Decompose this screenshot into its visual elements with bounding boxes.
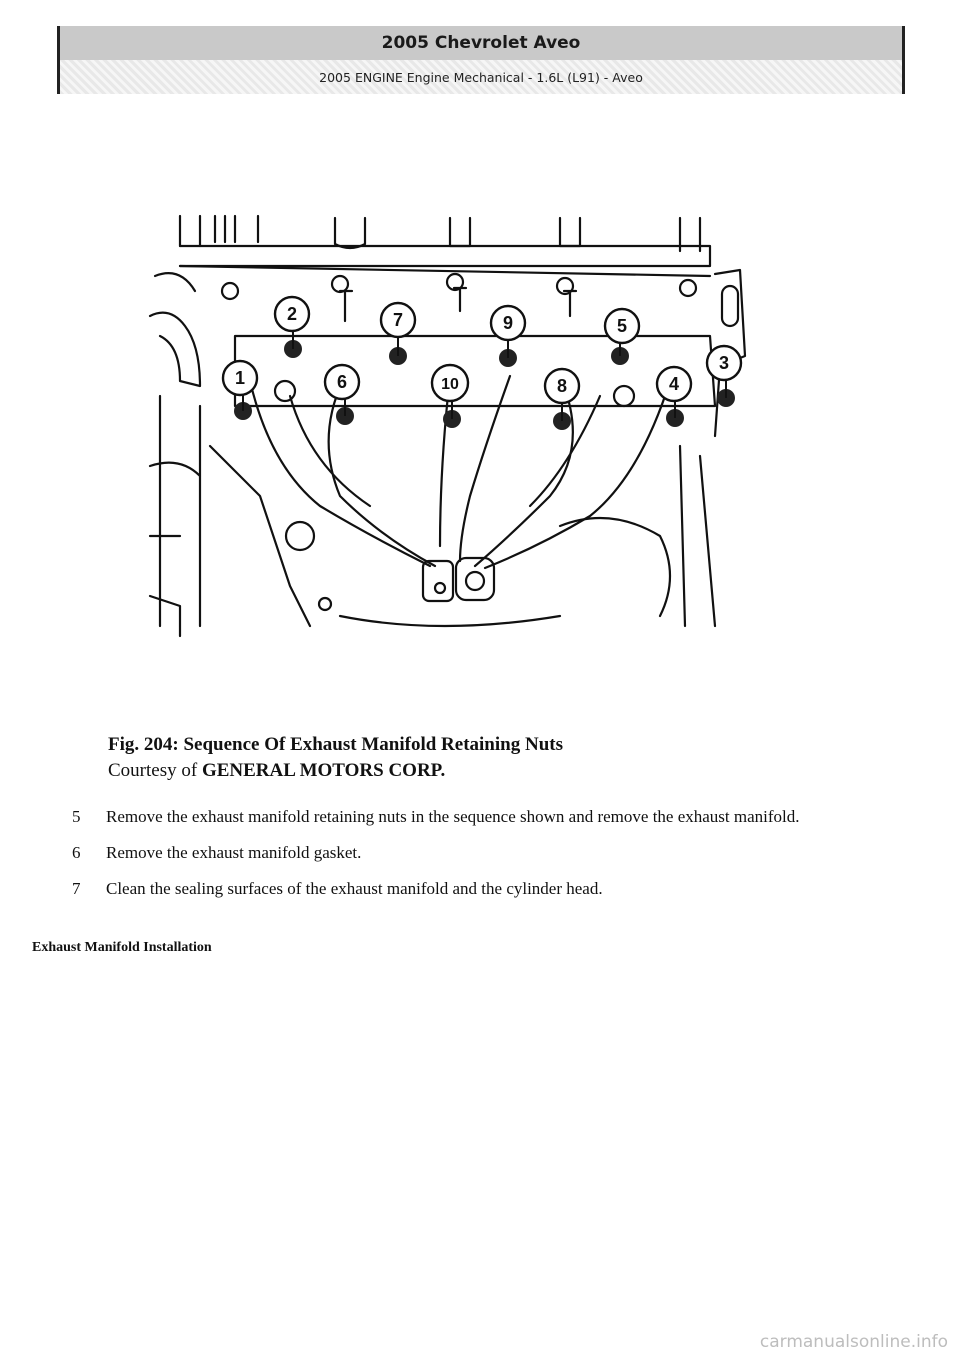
procedure-steps — [72, 805, 882, 913]
page-header — [57, 26, 905, 94]
list-item — [72, 805, 882, 829]
callout-label-5: 5 — [616, 316, 628, 336]
list-item — [72, 841, 882, 865]
step-text: Remove the exhaust manifold gasket. — [106, 843, 362, 862]
document-title: 2005 Chevrolet Aveo — [60, 26, 902, 60]
step-number: 7 — [72, 879, 81, 898]
callout-label-3: 3 — [718, 353, 730, 373]
callout-label-4: 4 — [668, 374, 680, 394]
callout-label-7: 7 — [392, 310, 404, 330]
exhaust-manifold-diagram — [140, 206, 730, 646]
figure-caption-title: Fig. 204: Sequence Of Exhaust Manifold Retaining Nuts — [108, 734, 563, 755]
document-subtitle: 2005 ENGINE Engine Mechanical - 1.6L (L91) - Aveo — [60, 60, 902, 94]
callout-label-9: 9 — [502, 313, 514, 333]
watermark: carmanualsonline.info — [759, 1332, 948, 1352]
list-item — [72, 877, 882, 901]
courtesy-org: GENERAL MOTORS CORP. — [201, 760, 446, 781]
figure-courtesy — [108, 758, 563, 784]
step-text: Clean the sealing surfaces of the exhaust manifold and the cylinder head. — [106, 879, 603, 898]
figure-caption — [108, 732, 563, 784]
callout-label-1: 1 — [234, 368, 246, 388]
callout-label-2: 2 — [286, 304, 298, 324]
courtesy-prefix: Courtesy of — [108, 760, 198, 781]
step-number: 5 — [72, 807, 81, 826]
section-heading: Exhaust Manifold Installation — [32, 940, 212, 955]
callout-label-6: 6 — [336, 372, 348, 392]
step-text: Remove the exhaust manifold retaining nuts in the sequence shown and remove the exhaust manifold. — [106, 807, 800, 826]
callout-label-10: 10 — [441, 376, 459, 393]
step-number: 6 — [72, 843, 81, 862]
callout-label-8: 8 — [556, 376, 568, 396]
